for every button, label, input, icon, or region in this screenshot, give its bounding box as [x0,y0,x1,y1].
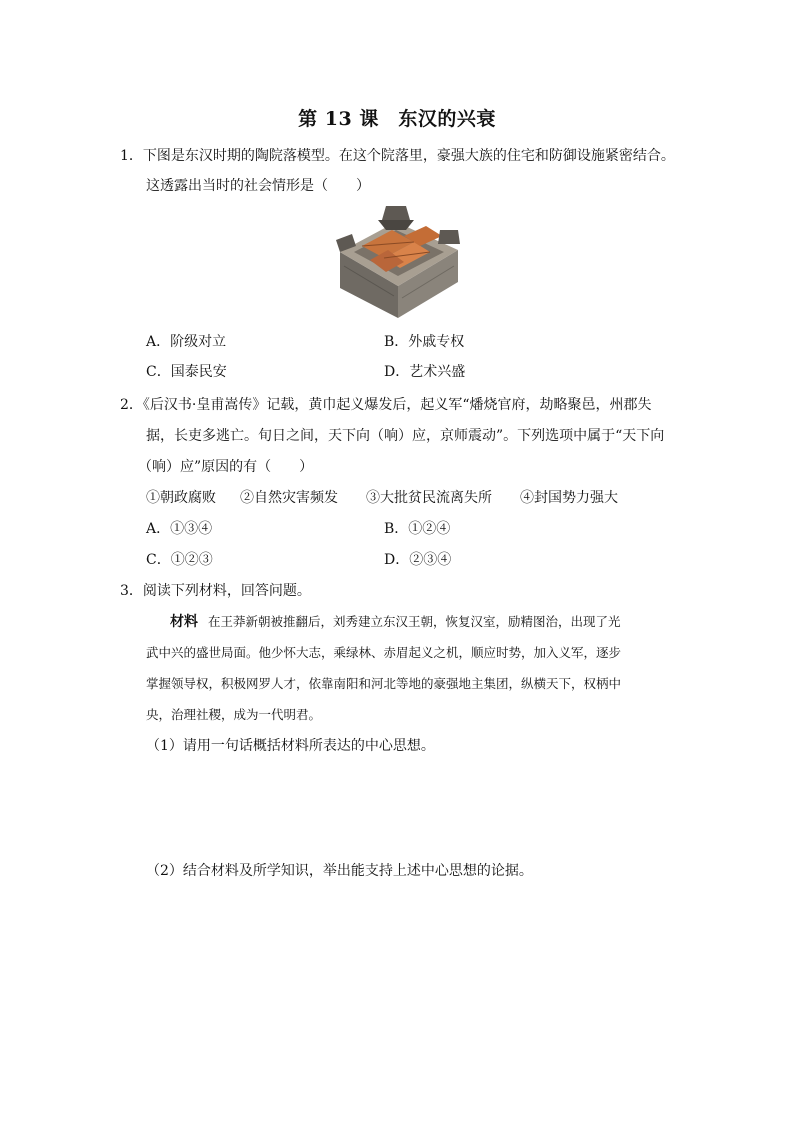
q2-stem-line2: 据，长吏多逃亡。旬日之间，天下向（响）应，京师震动”。下列选项中属于“天下向 [146,428,665,444]
q2-option-c: C．①②③ [146,552,213,568]
q3-subquestion-2: （2）结合材料及所学知识，举出能支持上述中心思想的论据。 [146,863,533,879]
q2-item-1: ①朝政腐败 [146,490,216,506]
q1-option-d: D．艺术兴盛 [384,364,466,380]
q3-material-line4: 央，治理社稷，成为一代明君。 [146,707,322,722]
pottery-courtyard-model-image [334,200,462,320]
q3-material-line1 [170,612,700,632]
q2-option-b: B．①②④ [384,521,451,537]
q3-material-text-1: 在王莽新朝被推翻后，刘秀建立东汉王朝，恢复汉室，励精图治，出现了光 [208,614,621,629]
q2-option-d: D．②③④ [384,552,452,568]
page-title: 第 13 课 东汉的兴衰 [298,108,496,130]
q2-item-2: ②自然灾害频发 [240,490,338,506]
q1-option-a: A．阶级对立 [146,334,227,350]
q2-stem-line3: （响）应”原因的有（ ） [138,459,314,475]
q1-option-b: B．外戚专权 [384,334,465,350]
q2-option-a: A．①③④ [146,521,213,537]
q1-option-c: C．国泰民安 [146,364,227,380]
q2-item-3: ③大批贫民流离失所 [366,490,492,506]
q3-subquestion-1: （1）请用一句话概括材料所表达的中心思想。 [146,738,435,754]
q1-stem-line2: 这透露出当时的社会情形是（ ） [146,178,370,194]
q1-stem-line1: 1．下图是东汉时期的陶院落模型。在这个院落里，豪强大族的住宅和防御设施紧密结合。 [120,148,675,164]
q3-stem: 3．阅读下列材料，回答问题。 [120,583,311,599]
q2-item-4: ④封国势力强大 [520,490,618,506]
q2-stem-line1: 2．《后汉书·皇甫嵩传》记载，黄巾起义爆发后，起义军“燔烧官府，劫略聚邑，州郡失 [120,397,652,413]
q3-material-label: 材料 [170,614,198,630]
q3-material-line3: 掌握领导权，积极网罗人才，依靠南阳和河北等地的豪强地主集团，纵横天下，权柄中 [146,676,622,691]
q3-material-line2: 武中兴的盛世局面。他少怀大志，乘绿林、赤眉起义之机，顺应时势，加入义军，逐步 [146,645,622,660]
